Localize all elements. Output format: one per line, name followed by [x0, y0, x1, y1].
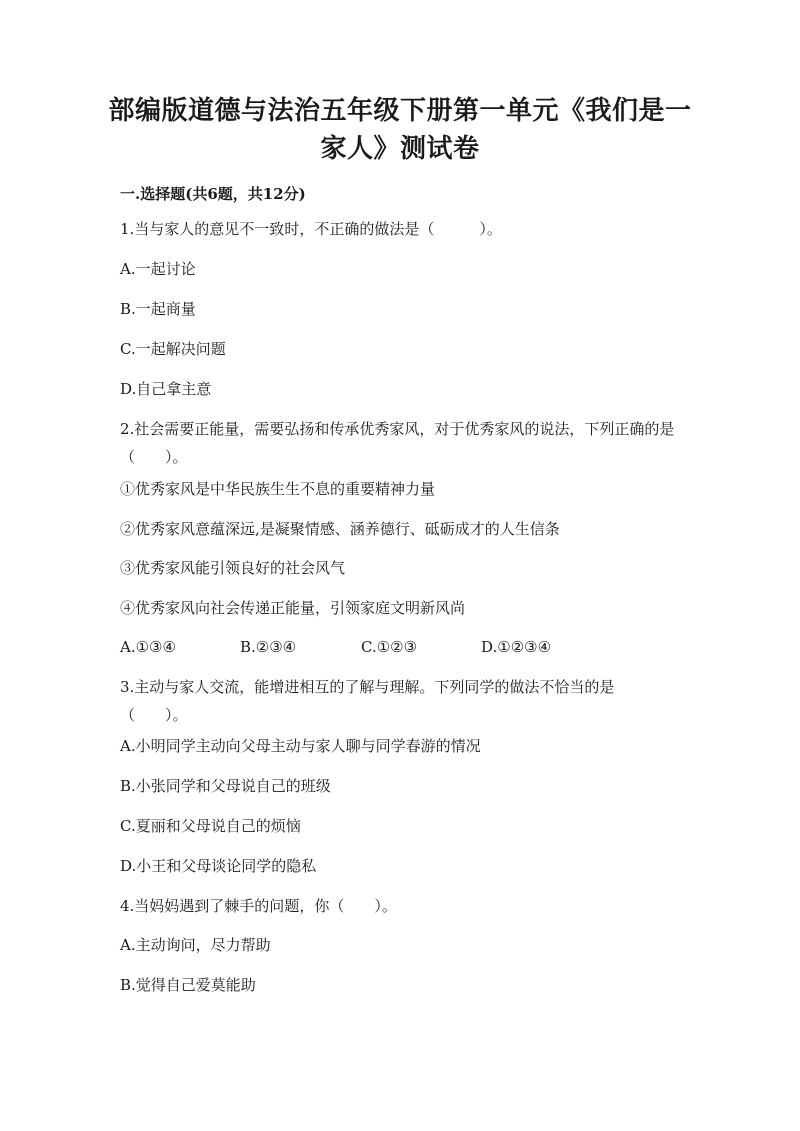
question-2-statement-1: ①优秀家风是中华民族生生不息的重要精神力量 — [120, 480, 436, 498]
question-2-option-d: D.①②③④ — [481, 638, 552, 656]
question-3-stem: 3.主动与家人交流，能增进相互的了解与理解。下列同学的做法不恰当的是（ ）。 — [120, 678, 615, 724]
question-1-option-b: B.一起商量 — [120, 300, 196, 318]
question-3-option-d: D.小王和父母谈论同学的隐私 — [120, 857, 317, 875]
question-1-option-d: D.自己拿主意 — [120, 380, 212, 398]
question-2-statement-3: ③优秀家风能引领良好的社会风气 — [120, 559, 346, 577]
question-4-option-b: B.觉得自己爱莫能助 — [120, 976, 256, 994]
question-2-statement-4: ④优秀家风向社会传递正能量，引领家庭文明新风尚 — [120, 599, 466, 617]
page-title: 部编版道德与法治五年级下册第一单元《我们是一家人》测试卷 — [108, 96, 692, 164]
question-3-option-c: C.夏丽和父母说自己的烦恼 — [120, 817, 301, 835]
question-3-option-b: B.小张同学和父母说自己的班级 — [120, 777, 331, 795]
question-1-stem: 1.当与家人的意见不一致时，不正确的做法是（ ）。 — [120, 220, 502, 238]
question-2-stem: 2.社会需要正能量，需要弘扬和传承优秀家风，对于优秀家风的说法，下列正确的是（ ）。 — [120, 420, 675, 466]
question-4-stem: 4.当妈妈遇到了棘手的问题，你（ ）。 — [120, 897, 397, 915]
question-1-option-c: C.一起解决问题 — [120, 340, 226, 358]
question-2-statement-2: ②优秀家风意蕴深远,是凝聚情感、涵养德行、砥砺成才的人生信条 — [120, 520, 560, 538]
section-heading: 一.选择题(共6题，共12分) — [120, 185, 306, 203]
question-4-option-a: A.主动询问，尽力帮助 — [120, 936, 271, 954]
question-2-option-c: C.①②③ — [361, 638, 418, 656]
question-2-option-b: B.②③④ — [240, 638, 297, 656]
question-3-option-a: A.小明同学主动向父母主动与家人聊与同学春游的情况 — [120, 737, 481, 755]
question-1-option-a: A.一起讨论 — [120, 260, 196, 278]
question-2-option-a: A.①③④ — [120, 638, 176, 656]
